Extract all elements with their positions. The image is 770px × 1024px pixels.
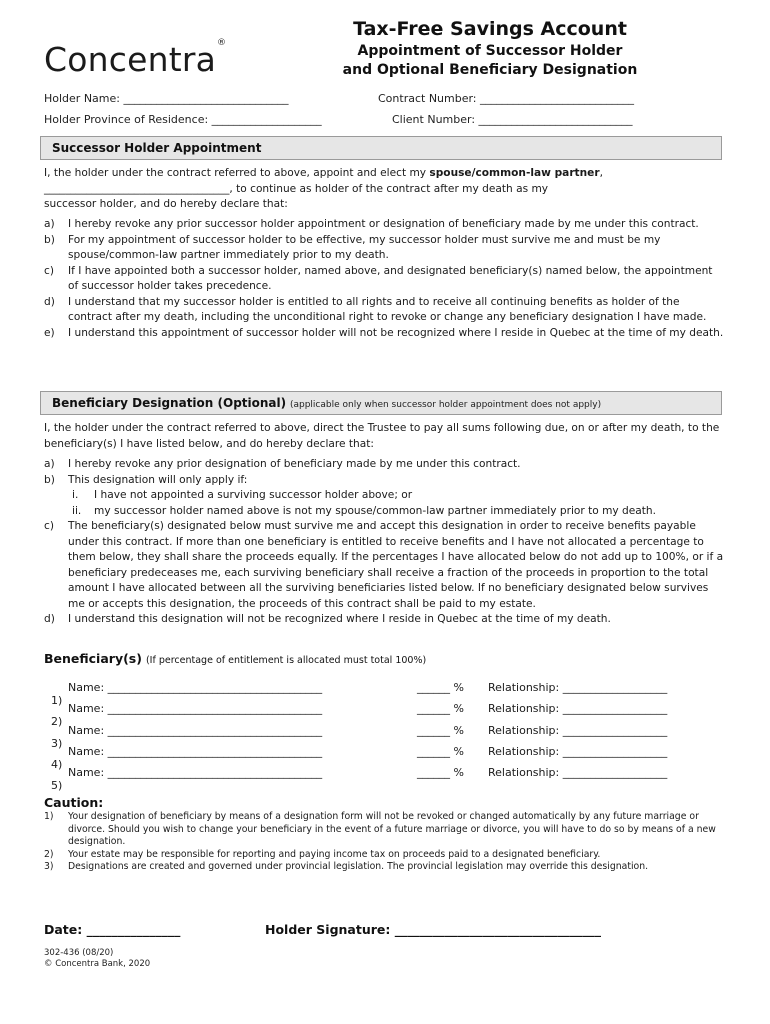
caution-heading: Caution: — [44, 795, 104, 810]
beneficiary-percent-field[interactable]: ______ % — [417, 681, 464, 694]
list-item: c) The beneficiary(s) designated below must survive me and accept this designation in order to receive benefits payable under this contract. If more than one beneficiary is entitled to receive benefits and I have not allocated a percentage to them below, they shall share the proceeds equally. If the percentages I have allocated below do not add up to 100%, or if a beneficiary predeceases me, each surviving beneficiary shall receive a fraction of the proceeds in proportion to the total amount I have allocated between all the surviving beneficiaries listed below. If no beneficiary designated below survives me or accepts this designation, the proceeds of this contract shall be paid to my estate. — [44, 520, 724, 610]
concentra-logo: Concentra® — [44, 38, 227, 79]
date-field[interactable]: Date: _______________ — [44, 922, 181, 937]
beneficiary-name-field[interactable]: Name: _______________________________________ — [68, 681, 323, 694]
beneficiary-relationship-field[interactable]: Relationship: ___________________ — [488, 702, 668, 715]
footer — [44, 948, 150, 970]
beneficiary-section-header: Beneficiary Designation (Optional) (applicable only when successor holder appointment does not apply) — [40, 391, 722, 415]
beneficiary-intro: I, the holder under the contract referred to above, direct the Trustee to pay all sums following due, on or after my death, to the beneficiary(s) I have listed below, and do hereby declare that: — [44, 422, 720, 450]
list-item: 1) Your designation of beneficiary by means of a designation form will not be revoked or changed automatically by any future marriage or divorce. Should you wish to change your beneficiary in the event of a future marriage or divorce, you will have to do so by means of a new designation. — [44, 811, 716, 847]
caution-list — [44, 811, 728, 874]
list-item: a) I hereby revoke any prior designation of beneficiary made by me under this contract. — [44, 458, 521, 470]
beneficiary-percent-field[interactable]: ______ % — [417, 766, 464, 779]
beneficiary-relationship-field[interactable]: Relationship: ___________________ — [488, 745, 668, 758]
contract-number-field[interactable]: Contract Number: ____________________________ — [378, 92, 635, 105]
beneficiary-row: 2) — [51, 715, 63, 728]
beneficiary-row: 3) — [51, 737, 63, 750]
beneficiary-relationship-field[interactable]: Relationship: ___________________ — [488, 766, 668, 779]
beneficiary-declarations — [44, 457, 724, 628]
beneficiary-row: 4) — [51, 758, 63, 771]
successor-intro: I, the holder under the contract referred to above, appoint and elect my spouse/common-law partner, ___________________________________, to continue as holder of the contract after my death as my successor holder, and do hereby declare that: — [44, 166, 720, 213]
form-subtitle: Appointment of Successor Holder and Optional Beneficiary Designation — [342, 43, 638, 78]
successor-name-field[interactable]: ___________________________________, to continue as holder of the contract after my death as my — [44, 182, 549, 195]
beneficiary-percent-field[interactable]: ______ % — [417, 724, 464, 737]
beneficiary-name-field[interactable]: Name: _______________________________________ — [68, 724, 323, 737]
beneficiary-row: 1) — [51, 694, 63, 707]
list-item: c) If I have appointed both a successor holder, named above, and designated beneficiary(s) named below, the appointment of successor holder takes precedence. — [44, 264, 713, 292]
list-item: b) For my appointment of successor holder to be effective, my successor holder must survive me and must be my spouse/common-law partner immediately prior to my death. — [44, 233, 661, 261]
form-number: 302-436 (08/20) — [44, 948, 114, 958]
beneficiary-relationship-field[interactable]: Relationship: ___________________ — [488, 724, 668, 737]
list-item: 2) Your estate may be responsible for reporting and paying income tax on proceeds paid to a designated beneficiary. — [44, 848, 601, 860]
successor-section-header: Successor Holder Appointment — [40, 136, 722, 160]
beneficiary-row: 5) — [51, 779, 63, 792]
list-subitem: i. I have not appointed a surviving successor holder above; or — [72, 489, 413, 501]
client-number-field[interactable]: Client Number: ____________________________ — [392, 113, 633, 126]
form-title: Tax-Free Savings Account — [353, 18, 627, 40]
holder-name-field[interactable]: Holder Name: ______________________________ — [44, 92, 289, 105]
list-item: 3) Designations are created and governed under provincial legislation. The provincial legislation may override this designation. — [44, 861, 649, 872]
province-field[interactable]: Holder Province of Residence: ____________________ — [44, 113, 322, 126]
beneficiary-percent-field[interactable]: ______ % — [417, 702, 464, 715]
list-item: d) I understand that my successor holder is entitled to all rights and to receive all continuing benefits as holder of the contract after my death, including the unconditional right to revoke or change any beneficiary designation I have made. — [44, 295, 707, 323]
beneficiary-percent-field[interactable]: ______ % — [417, 745, 464, 758]
beneficiary-relationship-field[interactable]: Relationship: ___________________ — [488, 681, 668, 694]
copyright: © Concentra Bank, 2020 — [44, 959, 151, 969]
beneficiary-name-field[interactable]: Name: _______________________________________ — [68, 766, 323, 779]
successor-declarations — [44, 217, 724, 341]
list-subitem: ii. my successor holder named above is not my spouse/common-law partner immediately prior to my death. — [72, 504, 657, 517]
holder-signature-field[interactable]: Holder Signature: _________________________________ — [265, 922, 601, 937]
list-item: e) I understand this appointment of successor holder will not be recognized where I reside in Quebec at the time of my death. — [44, 326, 724, 339]
list-item: a) I hereby revoke any prior successor holder appointment or designation of beneficiary made by me under this contract. — [44, 218, 699, 230]
beneficiaries-heading: Beneficiary(s) (If percentage of entitlement is allocated must total 100%) — [44, 651, 427, 666]
beneficiary-name-field[interactable]: Name: _______________________________________ — [68, 745, 323, 758]
list-item: b) This designation will only apply if: — [44, 473, 248, 486]
list-item: d) I understand this designation will not be recognized where I reside in Quebec at the time of my death. — [44, 613, 611, 625]
beneficiary-name-field[interactable]: Name: _______________________________________ — [68, 702, 323, 715]
